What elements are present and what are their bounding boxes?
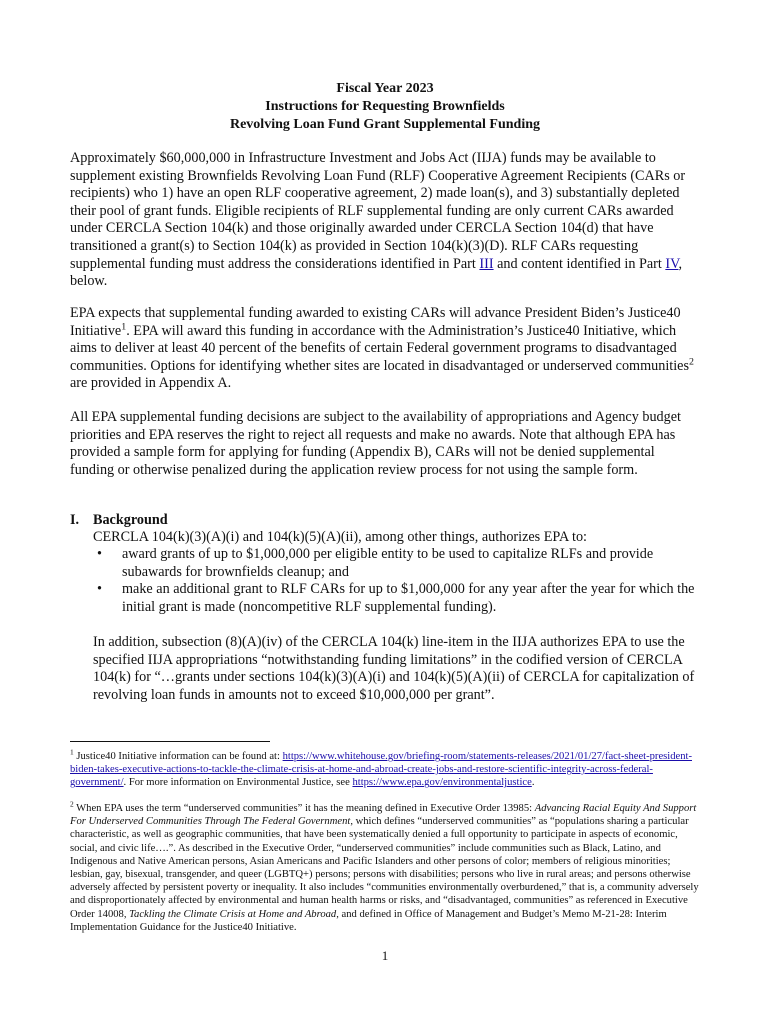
section-number: I. (70, 512, 80, 528)
authorization-bullet-list (93, 546, 700, 616)
part-iv-link[interactable]: IV (665, 255, 679, 272)
whitehouse-link[interactable]: https://www.whitehouse.gov/briefing-room/statements-releases/2021/01/27/fact-sheet-president-biden-takes-executive-actions-to-tackle-the-climate-crisis-at-home-and-abroad-create-jobs-and-restore-scientific-integrity-across-federal-government/ (70, 751, 692, 789)
part-iii-link[interactable]: III (479, 255, 494, 272)
footnote-ref-2[interactable]: 2 (688, 356, 694, 368)
intro-paragraph-3: All EPA supplemental funding decisions are subject to the availability of appropriations and Agency budget priorities and EPA reserves the right to reject all requests and make no awards. Note that although EPA has provided a sample form for applying for funding (Appendix B), CARs will not be denied supplemental funding or otherwise penalized during the application review process for not using the sample form. (70, 409, 681, 478)
intro-paragraph-1: Approximately $60,000,000 in Infrastructure Investment and Jobs Act (IIJA) funds may be available to supplement existing Brownfields Revolving Loan Fund (RLF) Cooperative Agreement Recipients (CARs or recipients) who 1) have an open RLF cooperative agreement, 2) made loan(s), and 3) substantially depleted their pool of grant funds. Eligible recipients of RLF supplemental funding are only current CARs awarded under CERCLA Section 104(k) and those originally awarded under CERCLA Section 104(d) that have transitioned a grant(s) to Section 104(k) as provided in Section 104(k)(3)(D). RLF CARs requesting supplemental funding must address the considerations identified in Part III and content identified in Part IV, below. (70, 150, 686, 290)
epa-ej-link[interactable]: https://www.epa.gov/environmentaljustice (352, 777, 532, 789)
section-heading-background (70, 512, 168, 530)
title-line-2: Instructions for Requesting Brownfields (265, 99, 505, 114)
document-title (0, 80, 770, 134)
intro-paragraph-2: EPA expects that supplemental funding awarded to existing CARs will advance President Biden’s Justice40 Initiative$^1$. EPA will award this funding in accordance with the Administration’s Justice40 Initiative, which aims to deliver at least 40 percent of the benefits of certain Federal government programs to disadvantaged communities. Options for identifying whether sites are located in disadvantaged or underserved communities$^2$ are provided in Appendix A. (70, 305, 694, 392)
bullet-icon: • (97, 581, 102, 598)
section-title: Background (93, 512, 168, 528)
footnote-divider (70, 741, 270, 742)
footnote-ref-1[interactable]: 1 (121, 320, 127, 332)
section-paragraph-iija: In addition, subsection (8)(A)(iv) of the CERCLA 104(k) line-item in the IIJA authorizes EPA to use the specified IIJA appropriations “notwithstanding funding limitations” in the codified version of CERCLA 104(k) for “…grants under sections 104(k)(3)(A)(i) and 104(k)(5)(A)(ii) of CERCLA for capitalization of revolving loan funds in amounts not to exceed $10,000,000 per grant”. (93, 634, 695, 703)
page-number: 1 (381, 948, 389, 963)
title-line-3: Revolving Loan Fund Grant Supplemental Funding (229, 117, 541, 132)
list-item: • make an additional grant to RLF CARs for up to $1,000,000 for any year after the year for which the initial grant is made (noncompetitive RLF supplemental funding). (97, 581, 695, 615)
footnote-1: $^1$ Justice40 Initiative information can be found at: https://www.whitehouse.gov/briefing-room/statements-releases/2021/01/27/fact-sheet-president-biden-takes-executive-actions-to-tackle-the-climate-crisis-at-home-and-abroad-create-jobs-and-restore-scientific-integrity-across-federal-government/. For more information on Environmental Justice, see https://www.epa.gov/environmentaljustice. (70, 747, 692, 789)
bullet-icon: • (97, 546, 102, 562)
footnote-2: $^2$ When EPA uses the term “underserved communities” it has the meaning defined in Executive Order 13985: Advancing Racial Equity And Support For Underserved Communities Through The Federal Government, which defines “underserved communities” as “populations sharing a particular characteristic, as well as geographic communities, that have been systematically denied a full opportunity to participate in aspects of economic, social, and civic life….”. As described in the Executive Order, “underserved communities” include communities such as Black, Latino, and Indigenous and Native American persons, Asian Americans and Pacific Islanders and other persons of color; members of religious minorities; lesbian, gay, bisexual, transgender, and queer (LGBTQ+) persons; persons with disabilities; persons who live in rural areas; and persons otherwise adversely affected by persistent poverty or inequality. It also includes “communities environmentally overburdened,” that is, a community adversely and disproportionately affected by environmental and human health harms or risks, and “disadvantaged, communities” as referenced in Executive Order 14008, Tackling the Climate Crisis at Home and Abroad, and defined in Office of Management and Budget’s Memo M-21-28: Interim Implementation Guidance for the Justice40 Initiative. (70, 799, 699, 933)
list-item: • award grants of up to $1,000,000 per eligible entity to be used to capitalize RLFs and provide subawards for brownfields cleanup; and (97, 546, 654, 580)
section-lead-text: CERCLA 104(k)(3)(A)(i) and 104(k)(5)(A)(ii), among other things, authorizes EPA to: (93, 529, 587, 545)
title-line-1: Fiscal Year 2023 (336, 81, 434, 96)
